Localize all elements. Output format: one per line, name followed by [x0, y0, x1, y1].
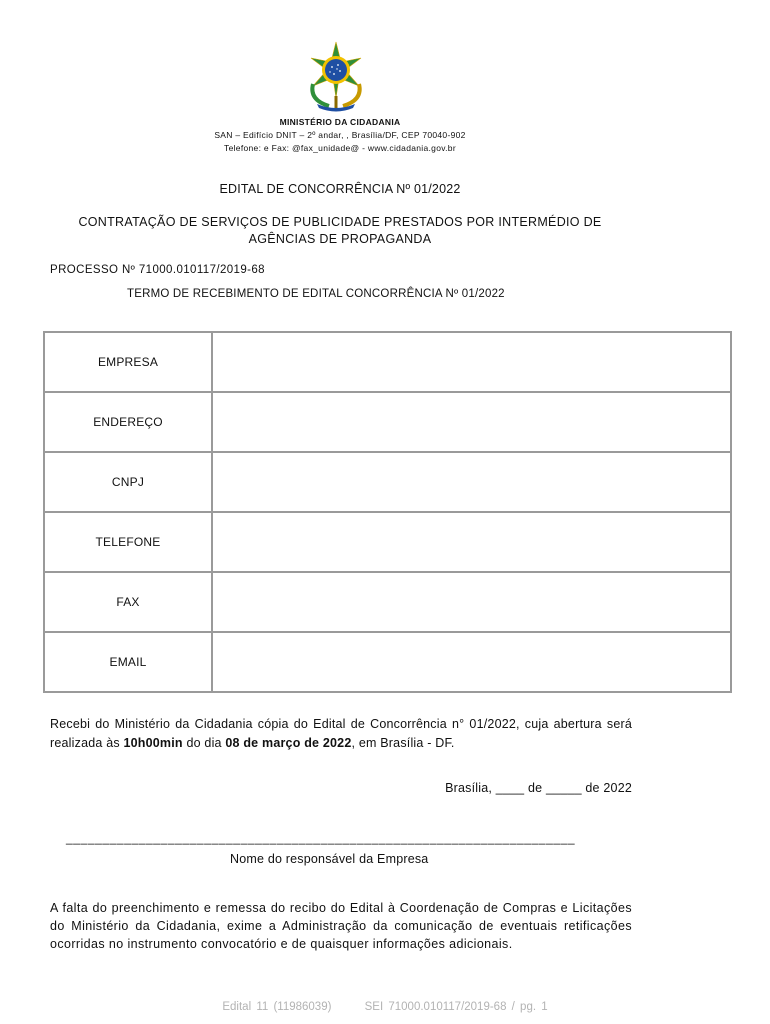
form-row-empresa	[44, 332, 731, 392]
receipt-time: 10h00min	[123, 736, 183, 750]
form-field-label: EMPRESA	[44, 332, 212, 392]
form-field-value[interactable]	[212, 632, 731, 692]
company-info-table	[43, 331, 732, 693]
form-field-label: FAX	[44, 572, 212, 632]
process-number: PROCESSO Nº 71000.010117/2019-68	[50, 264, 265, 276]
form-row-endereco	[44, 392, 731, 452]
ministry-name: MINISTÉRIO DA CIDADANIA	[279, 117, 401, 127]
form-field-value[interactable]	[212, 452, 731, 512]
form-field-value[interactable]	[212, 572, 731, 632]
ministry-address: SAN – Edifício DNIT – 2º andar, , Brasília/DF, CEP 70040-902	[214, 130, 466, 140]
footer-document-ref: Edital 11 (11986039)	[222, 1001, 332, 1013]
form-field-label: CNPJ	[44, 452, 212, 512]
form-field-value[interactable]	[212, 512, 731, 572]
form-row-email	[44, 632, 731, 692]
signature-line[interactable]: ______________________________________________________________________	[66, 831, 576, 845]
receipt-text-3: , em Brasília - DF.	[351, 736, 455, 750]
footer-sei-ref: SEI 71000.010117/2019-68 / pg. 1	[364, 1001, 548, 1013]
form-field-label: EMAIL	[44, 632, 212, 692]
form-field-label: TELEFONE	[44, 512, 212, 572]
notice-paragraph: A falta do preenchimento e remessa do recibo do Edital à Coordenação de Compras e Licitações do Ministério da Cidadania, exime a Administração da comunicação de eventuais retificações ocorridas no instrumento convocatório e de quaisquer informações adicionais.	[50, 901, 632, 951]
brazil-coat-of-arms-icon	[303, 40, 369, 112]
receipt-text-1: Recebi do Ministério da Cidadania cópia do Edital de Concorrência n° 01/2022, cuja abertura será realizada às	[50, 717, 632, 750]
page-footer	[0, 1001, 770, 1013]
receipt-text-2: do dia	[182, 736, 226, 750]
form-row-telefone	[44, 512, 731, 572]
form-field-value[interactable]	[212, 392, 731, 452]
receipt-statement	[50, 715, 632, 753]
form-row-cnpj	[44, 452, 731, 512]
signature-label: Nome do responsável da Empresa	[230, 852, 429, 866]
receipt-term-title: TERMO DE RECEBIMENTO DE EDITAL CONCORRÊNCIA Nº 01/2022	[127, 288, 505, 300]
form-field-label: ENDEREÇO	[44, 392, 212, 452]
place-date-line[interactable]: Brasília, ____ de _____ de 2022	[445, 781, 632, 795]
receipt-date: 08 de março de 2022	[225, 736, 352, 750]
edital-title: EDITAL DE CONCORRÊNCIA Nº 01/2022	[219, 182, 461, 196]
form-row-fax	[44, 572, 731, 632]
ministry-contact: Telefone: e Fax: @fax_unidade@ - www.cidadania.gov.br	[224, 143, 456, 153]
edital-subject: CONTRATAÇÃO DE SERVIÇOS DE PUBLICIDADE PRESTADOS POR INTERMÉDIO DE AGÊNCIAS DE PROPAGANDA	[78, 215, 602, 246]
form-field-value[interactable]	[212, 332, 731, 392]
